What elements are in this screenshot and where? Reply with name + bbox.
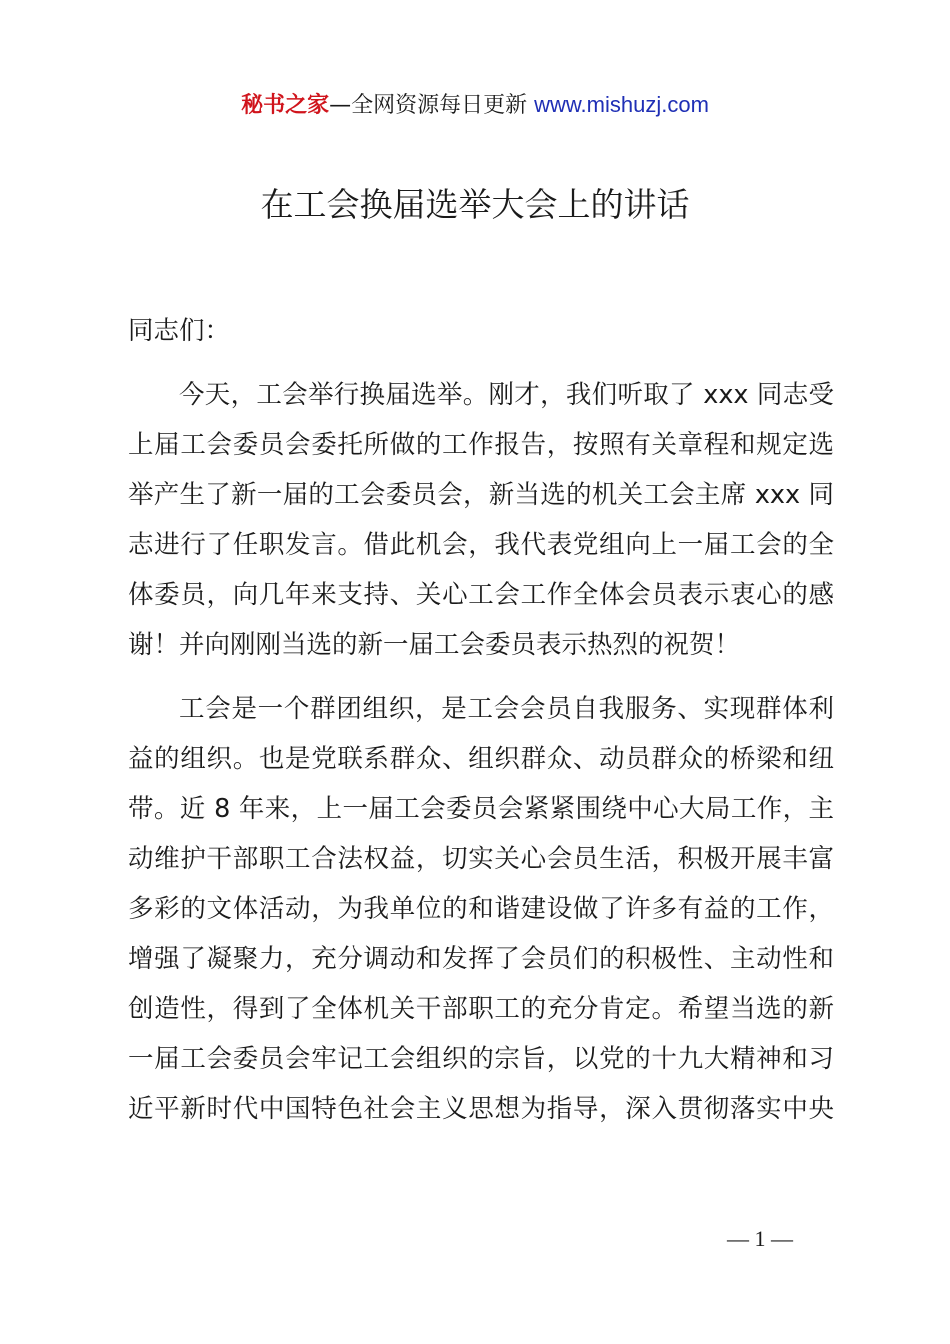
document-title: 在工会换届选举大会上的讲话 [260, 185, 690, 224]
document-body [128, 306, 834, 1134]
paragraph-line: 益的组织。也是党联系群众、组织群众、动员群众的桥梁和纽 [128, 744, 834, 774]
paragraph-line: 举产生了新一届的工会委员会，新当选的机关工会主席 xxx 同 [128, 480, 834, 510]
paragraph-2 [128, 684, 834, 1134]
paragraph-line: 志进行了任职发言。借此机会，我代表党组向上一届工会的全 [128, 530, 834, 560]
paragraph-line: 近平新时代中国特色社会主义思想为指导，深入贯彻落实中央 [128, 1094, 834, 1124]
paragraph-line: 创造性，得到了全体机关干部职工的充分肯定。希望当选的新 [128, 994, 834, 1024]
paragraph-line: 工会是一个群团组织，是工会会员自我服务、实现群体利 [179, 694, 834, 724]
site-url-link[interactable]: www.mishuzj.com [534, 92, 709, 117]
paragraph-line: 多彩的文体活动，为我单位的和谐建设做了许多有益的工作， [128, 894, 834, 924]
brand-name: 秘书之家 [241, 93, 330, 118]
paragraph-line: 一届工会委员会牢记工会组织的宗旨，以党的十九大精神和习 [128, 1044, 834, 1074]
paragraph-line: 上届工会委员会委托所做的工作报告，按照有关章程和规定选 [128, 430, 834, 460]
paragraph-line: 增强了凝聚力，充分调动和发挥了会员们的积极性、主动性和 [128, 944, 834, 974]
header-tagline: —全网资源每日更新 [329, 93, 528, 118]
paragraph-1 [128, 370, 834, 670]
salutation: 同志们： [128, 316, 231, 346]
paragraph-line: 谢！并向刚刚当选的新一届工会委员表示热烈的祝贺！ [128, 630, 741, 660]
paragraph-line: 体委员，向几年来支持、关心工会工作全体会员表示衷心的感 [128, 580, 834, 610]
paragraph-line: 今天，工会举行换届选举。刚才，我们听取了 xxx 同志受 [179, 380, 834, 410]
paragraph-line: 带。近 8 年来，上一届工会委员会紧紧围绕中心大局工作，主 [128, 794, 834, 824]
paragraph-line: 动维护干部职工合法权益，切实关心会员生活，积极开展丰富 [128, 844, 834, 874]
page-number: — 1 — [727, 1226, 793, 1251]
site-header [0, 88, 950, 123]
